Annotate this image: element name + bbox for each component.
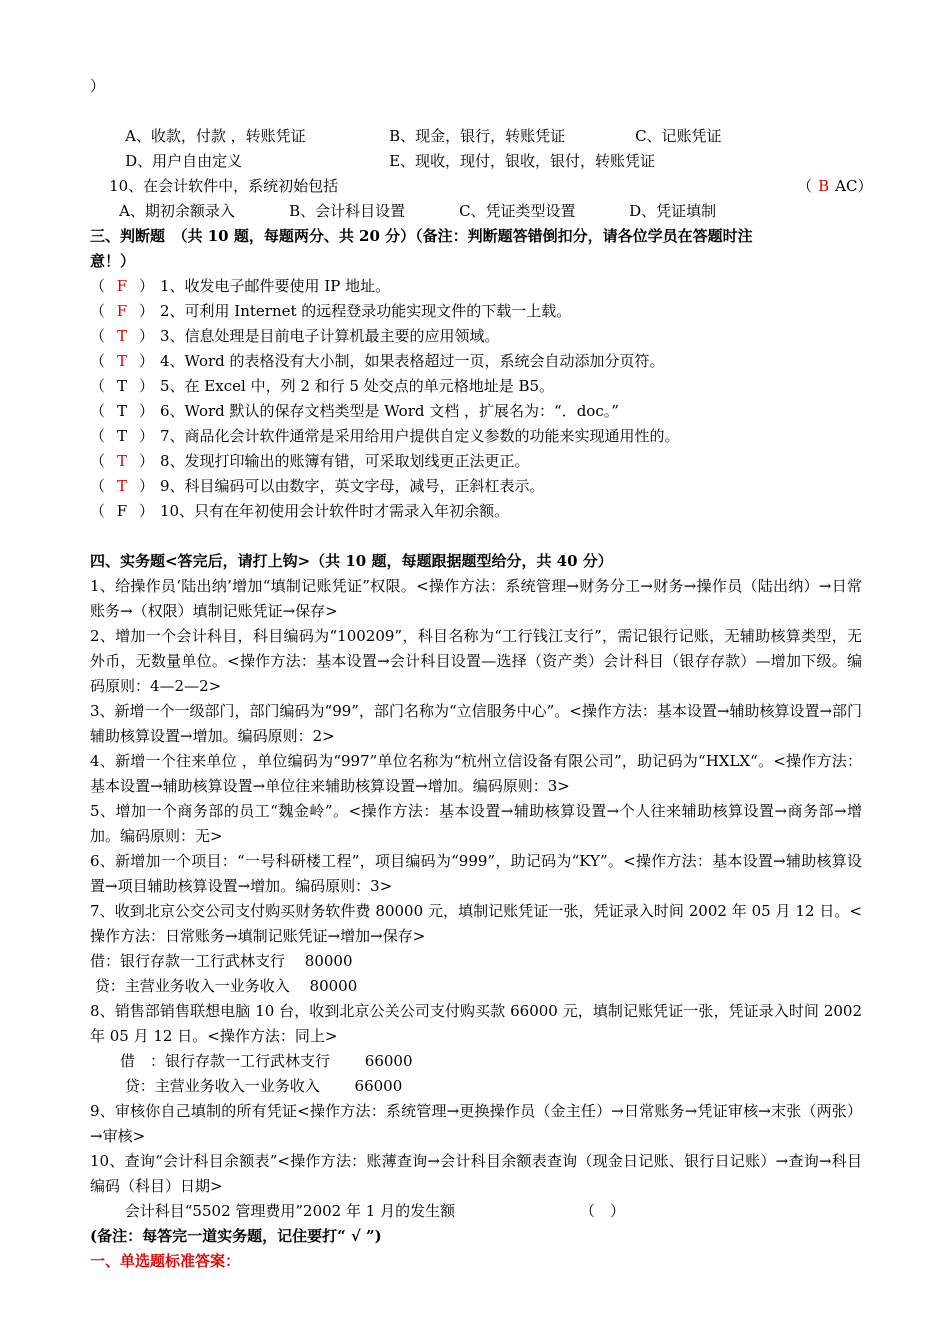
true-false-statement: 6、Word 默认的保存文档类型是 Word 文档 ，扩展名为：“．doc。” <box>160 402 619 420</box>
true-false-answer: （ F ） <box>90 274 160 299</box>
practice-item-8-credit: 贷：主营业务收入一业务收入 66000 <box>90 1077 403 1095</box>
true-false-statement: 5、在 Excel 中，列 2 和行 5 处交点的单元格地址是 B5。 <box>160 377 555 395</box>
top-paren: ） <box>90 77 106 95</box>
true-false-mark: T <box>117 377 128 395</box>
q10-option-b: B、会计科目设置 <box>289 202 406 220</box>
document-page <box>90 74 873 1274</box>
true-false-item <box>90 399 862 424</box>
true-false-statement: 4、Word 的表格没有大小制，如果表格超过一页，系统会自动添加分页符。 <box>160 352 665 370</box>
true-false-answer: （ T ） <box>90 374 160 399</box>
true-false-answer: （ T ） <box>90 424 160 449</box>
practice-item-7-credit: 贷：主营业务收入一业务收入 80000 <box>90 977 358 995</box>
section3-title-line2: 意！） <box>90 252 136 270</box>
true-false-item <box>90 299 862 324</box>
true-false-mark: T <box>117 452 128 470</box>
practice-item-6: 6、新增加一个项目：“一号科研楼工程”，项目编码为“999”，助记码为“KY”。<操作方法：基本设置→辅助核算设置→项目辅助核算设置→增加。编码原则：3> <box>90 852 862 895</box>
true-false-mark: T <box>117 402 128 420</box>
true-false-answer: （ T ） <box>90 324 160 349</box>
q9-options-row1 <box>90 99 862 145</box>
true-false-statement: 2、可利用 Internet 的远程登录功能实现文件的下载一上载。 <box>160 302 572 320</box>
q10-option-d: D、凭证填制 <box>629 202 717 220</box>
q9-option-a: A、收款，付款 ，转账凭证 <box>125 127 306 145</box>
practice-item-3: 3、新增一个一级部门，部门编码为“99”，部门名称为“立信服务中心”。<操作方法：基本设置→辅助核算设置→部门辅助核算设置→增加。编码原则：2> <box>90 702 863 745</box>
q9-option-d: D、用户自由定义 <box>125 152 243 170</box>
practice-item-5: 5、增加一个商务部的员工“魏金岭”。<操作方法：基本设置→辅助核算设置→个人往来辅助核算设置→商务部→增加。编码原则：无> <box>90 802 862 845</box>
practice-item-10: 10、查询“会计科目余额表”<操作方法：账薄查询→会计科目余额表查询（现金日记账、银行日记账）→查询→科目编码（科目）日期> <box>90 1152 862 1195</box>
true-false-statement: 1、收发电子邮件要使用 IP 地址。 <box>160 277 391 295</box>
true-false-statement: 7、商品化会计软件通常是采用给用户提供自定义参数的功能来实现通用性的。 <box>160 427 680 445</box>
true-false-answer: （ T ） <box>90 474 160 499</box>
true-false-item <box>90 274 862 299</box>
q9-option-b: B、现金，银行，转账凭证 <box>389 127 566 145</box>
true-false-answer: （ T ） <box>90 399 160 424</box>
section3-title-line1: 三、判断题 （共 10 题，每题两分、共 20 分）（备注：判断题答错倒扣分，请各位学员在答题时注 <box>90 227 753 245</box>
true-false-mark: T <box>117 477 128 495</box>
practice-item-7-debit: 借：银行存款一工行武林支行 80000 <box>90 952 353 970</box>
true-false-item <box>90 349 862 374</box>
practice-item-10-sub: 会计科目“5502 管理费用”2002 年 1 月的发生额 <box>90 1202 456 1220</box>
true-false-statement: 3、信息处理是目前电子计算机最主要的应用领域。 <box>160 327 500 345</box>
practice-item-8-debit: 借 ：银行存款一工行武林支行 66000 <box>90 1052 413 1070</box>
true-false-item <box>90 374 862 399</box>
practice-item-7: 7、收到北京公交公司支付购买财务软件费 80000 元，填制记账凭证一张，凭证录入时间 2002 年 05 月 12 日。<操作方法：日常账务→填制记账凭证→增加→保存> <box>90 902 862 945</box>
q10-answer: （ B AC） <box>797 177 873 195</box>
true-false-item <box>90 474 862 499</box>
true-false-mark: F <box>116 277 128 295</box>
true-false-mark: T <box>117 327 128 345</box>
true-false-list <box>90 274 862 524</box>
q9-option-c: C、记账凭证 <box>635 127 722 145</box>
true-false-mark: F <box>116 302 128 320</box>
q10-stem: 10、在会计软件中，系统初始包括 <box>109 177 339 195</box>
true-false-mark: T <box>117 427 128 445</box>
true-false-answer: （ F ） <box>90 499 160 524</box>
practice-item-10-sub-row <box>90 1199 862 1224</box>
true-false-statement: 9、科目编码可以由数字，英文字母，减号，正斜杠表示。 <box>160 477 545 495</box>
true-false-item <box>90 449 862 474</box>
true-false-item <box>90 499 862 524</box>
true-false-answer: （ T ） <box>90 449 160 474</box>
section4-title: 四、实务题<答完后，请打上钩>（共 10 题，每题跟据题型给分，共 40 分） <box>90 552 613 570</box>
section5-title: 一、单选题标准答案： <box>90 1252 241 1270</box>
true-false-answer: （ T ） <box>90 349 160 374</box>
true-false-answer: （ F ） <box>90 299 160 324</box>
practice-item-1: 1、给操作员‘陆出纳’增加“填制记账凭证”权限。<操作方法：系统管理→财务分工→财务→操作员（陆出纳）→日常账务→（权限）填制记账凭证→保存> <box>90 577 862 620</box>
true-false-mark: T <box>117 352 128 370</box>
practice-item-2: 2、增加一个会计科目，科目编码为“100209”，科目名称为“工行钱江支行”，需记银行记账，无辅助核算类型，无外币，无数量单位。<操作方法：基本设置→会计科目设置—选择（资产类）会计科目（银存存款）—增加下级。编码原则：4—2—2> <box>90 627 862 695</box>
true-false-item <box>90 424 862 449</box>
practice-item-10-paren: （ ） <box>580 1202 626 1220</box>
true-false-mark: F <box>116 502 128 520</box>
practice-item-9: 9、审核你自己填制的所有凭证<操作方法：系统管理→更换操作员（金主任）→日常账务→凭证审核→末张（两张）→审核> <box>90 1102 862 1145</box>
true-false-statement: 10、只有在年初使用会计软件时才需录入年初余额。 <box>160 502 510 520</box>
true-false-statement: 8、发现打印输出的账簿有错，可采取划线更正法更正。 <box>160 452 530 470</box>
q10-answer-red: B <box>818 177 830 195</box>
q9-option-e: E、现收，现付，银收，银付，转账凭证 <box>389 152 656 170</box>
practice-item-8: 8、销售部销售联想电脑 10 台，收到北京公关公司支付购买款 66000 元，填制记账凭证一张，凭证录入时间 2002 年 05 月 12 日。<操作方法：同上> <box>90 1002 862 1045</box>
q10-option-c: C、凭证类型设置 <box>459 202 576 220</box>
true-false-item <box>90 324 862 349</box>
section4-note: (备注：每答完一道实务题，记住要打“ √ ”) <box>90 1227 382 1245</box>
practice-item-4: 4、新增一个往来单位 ，单位编码为“997”单位名称为“杭州立信设备有限公司”，助记码为“HXLX“。<操作方法：基本设置→辅助核算设置→单位往来辅助核算设置→增加。编码原则：3> <box>90 752 862 795</box>
q10-option-a: A、期初余额录入 <box>119 202 235 220</box>
